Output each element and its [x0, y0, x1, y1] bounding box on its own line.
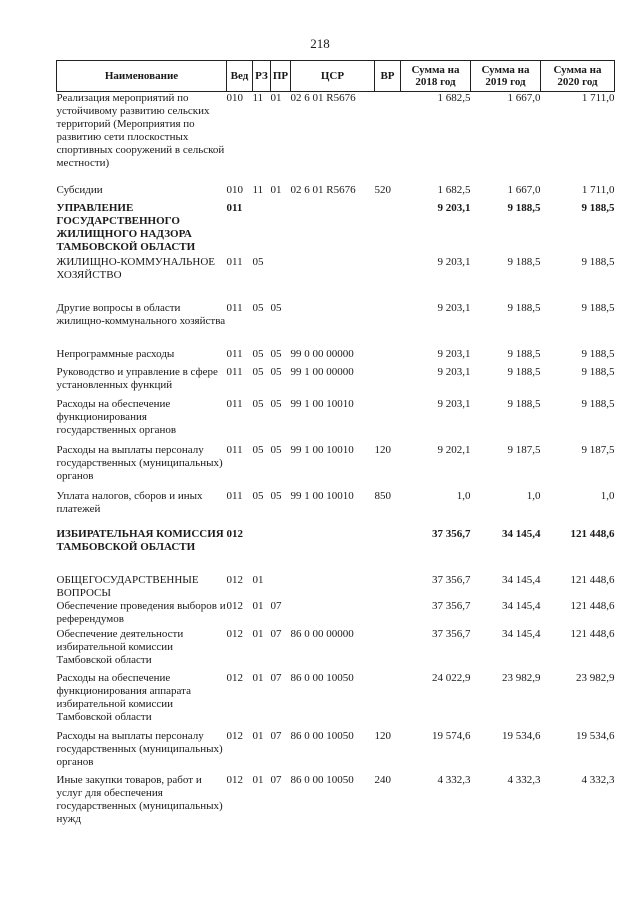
row-csr [291, 600, 375, 628]
row-name: ИЗБИРАТЕЛЬНАЯ КОМИССИЯ ТАМБОВСКОЙ ОБЛАСТИ [56, 527, 224, 553]
row-ved: 012 [226, 573, 243, 586]
row-ved: 011 [226, 201, 243, 214]
row-sum-2019: 9 188,5 [507, 201, 541, 214]
col-header-ved: Вед [227, 61, 253, 92]
row-rz: 05 [252, 397, 264, 410]
row-name: Обеспечение деятельности избирательной комиссии Тамбовской области [56, 627, 184, 666]
row-rz: 01 [252, 627, 264, 640]
row-csr: 99 1 00 10010 [290, 397, 354, 410]
table-row [57, 628, 615, 672]
row-vr: 120 [374, 729, 391, 742]
row-vr [375, 366, 401, 398]
row-vr: 240 [374, 773, 391, 786]
row-pr [271, 256, 291, 302]
row-name: Расходы на выплаты персоналу государственных (муниципальных) органов [56, 729, 223, 768]
row-name: Расходы на обеспечение функционирования государственных органов [56, 397, 177, 436]
table-row [57, 256, 615, 302]
row-vr [375, 628, 401, 672]
row-sum-2019: 34 145,4 [502, 599, 541, 612]
table-row [57, 184, 615, 202]
row-pr [271, 202, 291, 256]
row-ved: 012 [226, 527, 243, 540]
row-rz: 05 [252, 489, 264, 502]
table-row [57, 490, 615, 528]
row-sum-2019: 9 188,5 [507, 301, 541, 314]
row-sum-2020: 121 448,6 [570, 573, 615, 586]
row-sum-2019: 9 188,5 [507, 397, 541, 410]
row-sum-2019: 1 667,0 [507, 183, 541, 196]
col-header-2019: Сумма на 2019 год [471, 61, 541, 92]
row-vr [375, 92, 401, 184]
row-pr: 07 [270, 627, 282, 640]
row-ved: 012 [226, 729, 243, 742]
row-pr: 07 [270, 599, 282, 612]
row-csr: 99 0 00 00000 [290, 347, 354, 360]
row-sum-2018: 37 356,7 [432, 573, 471, 586]
row-name: Руководство и управление в сфере установленных функций [56, 365, 218, 391]
row-vr [375, 202, 401, 256]
row-vr [375, 574, 401, 600]
row-vr [375, 348, 401, 366]
row-sum-2018: 37 356,7 [432, 527, 471, 540]
row-vr [375, 256, 401, 302]
row-pr: 05 [270, 365, 282, 378]
row-sum-2018: 1 682,5 [437, 183, 471, 196]
row-rz: 05 [252, 255, 264, 268]
row-rz: 01 [252, 599, 264, 612]
row-name: Иные закупки товаров, работ и услуг для обеспечения государственных (муниципальных) нужд [56, 773, 223, 825]
table-row [57, 528, 615, 574]
row-ved: 011 [226, 301, 243, 314]
row-sum-2019: 9 187,5 [507, 443, 541, 456]
row-csr: 99 1 00 10010 [290, 489, 354, 502]
row-ved: 012 [226, 671, 243, 684]
table-row [57, 574, 615, 600]
row-sum-2018: 9 203,1 [437, 201, 471, 214]
row-sum-2020: 9 188,5 [581, 397, 615, 410]
row-sum-2018: 19 574,6 [432, 729, 471, 742]
table-row [57, 774, 615, 834]
row-ved: 012 [226, 599, 243, 612]
row-sum-2020: 9 188,5 [581, 201, 615, 214]
row-sum-2020: 4 332,3 [581, 773, 615, 786]
row-rz [253, 202, 271, 256]
row-name: Обеспечение проведения выборов и референдумов [56, 599, 226, 625]
row-sum-2018: 37 356,7 [432, 627, 471, 640]
row-sum-2020: 1,0 [600, 489, 615, 502]
row-sum-2018: 9 203,1 [437, 397, 471, 410]
table-row [57, 444, 615, 490]
row-ved: 011 [226, 255, 243, 268]
row-sum-2020: 1 711,0 [581, 92, 615, 104]
row-vr [375, 528, 401, 574]
row-sum-2018: 24 022,9 [432, 671, 471, 684]
row-sum-2020: 121 448,6 [570, 627, 615, 640]
row-vr: 120 [374, 443, 391, 456]
row-sum-2020: 121 448,6 [570, 599, 615, 612]
budget-table [56, 60, 615, 834]
row-vr [375, 302, 401, 348]
col-header-csr: ЦСР [291, 61, 375, 92]
row-pr: 01 [270, 183, 282, 196]
row-rz: 05 [252, 347, 264, 360]
row-vr: 520 [374, 183, 391, 196]
row-rz: 05 [252, 443, 264, 456]
row-pr: 07 [270, 729, 282, 742]
row-name: Уплата налогов, сборов и иных платежей [56, 489, 203, 515]
row-sum-2020: 23 982,9 [576, 671, 615, 684]
row-rz: 01 [252, 773, 264, 786]
row-rz [253, 528, 271, 574]
row-pr [271, 574, 291, 600]
row-name: Непрограммные расходы [56, 347, 175, 360]
row-rz: 11 [252, 183, 264, 196]
row-sum-2020: 9 188,5 [581, 347, 615, 360]
table-row [57, 202, 615, 256]
row-ved: 011 [226, 397, 243, 410]
row-sum-2019: 34 145,4 [502, 527, 541, 540]
row-csr [291, 574, 375, 600]
row-pr: 05 [270, 443, 282, 456]
row-name: Субсидии [56, 183, 103, 196]
row-ved: 011 [226, 347, 243, 360]
row-ved: 011 [226, 365, 243, 378]
row-sum-2019: 9 188,5 [507, 347, 541, 360]
col-header-2020: Сумма на 2020 год [541, 61, 615, 92]
row-csr: 02 6 01 R5676 [290, 92, 356, 104]
row-csr: 86 0 00 10050 [290, 671, 354, 684]
page-number: 218 [310, 36, 330, 51]
table-row [57, 348, 615, 366]
row-sum-2019: 4 332,3 [507, 773, 541, 786]
row-csr [291, 302, 375, 348]
row-csr: 86 0 00 10050 [290, 729, 354, 742]
row-vr: 850 [374, 489, 391, 502]
row-sum-2020: 19 534,6 [576, 729, 615, 742]
row-sum-2018: 37 356,7 [432, 599, 471, 612]
row-sum-2019: 1,0 [526, 489, 541, 502]
row-sum-2020: 9 188,5 [581, 301, 615, 314]
col-header-2018: Сумма на 2018 год [401, 61, 471, 92]
row-sum-2019: 23 982,9 [502, 671, 541, 684]
row-ved: 011 [226, 489, 243, 502]
table-row [57, 730, 615, 774]
row-rz: 11 [252, 92, 264, 104]
table-row [57, 672, 615, 730]
row-rz: 05 [252, 365, 264, 378]
row-sum-2018: 1 682,5 [437, 92, 471, 104]
table-row [57, 398, 615, 444]
row-pr: 05 [270, 489, 282, 502]
row-pr [271, 528, 291, 574]
row-name: Реализация мероприятий по устойчивому развитию сельских территорий (Мероприятия по развитию сети плоскостных спортивных сооружений в сельской местности) [56, 92, 225, 169]
row-pr: 01 [270, 92, 282, 104]
row-name: ОБЩЕГОСУДАРСТВЕННЫЕ ВОПРОСЫ [56, 573, 199, 599]
table-row [57, 600, 615, 628]
row-rz: 01 [252, 573, 264, 586]
row-sum-2019: 9 188,5 [507, 255, 541, 268]
row-vr [375, 398, 401, 444]
row-csr: 99 1 00 00000 [290, 365, 354, 378]
col-header-vr: ВР [375, 61, 401, 92]
row-sum-2018: 1,0 [456, 489, 471, 502]
row-sum-2020: 1 711,0 [581, 183, 615, 196]
row-ved: 010 [226, 183, 243, 196]
row-name: УПРАВЛЕНИЕ ГОСУДАРСТВЕННОГО ЖИЛИЩНОГО НАДЗОРА ТАМБОВСКОЙ ОБЛАСТИ [56, 201, 196, 253]
row-rz: 01 [252, 729, 264, 742]
row-sum-2019: 1 667,0 [507, 92, 541, 104]
col-header-name: Наименование [57, 61, 227, 92]
col-header-rz: РЗ [253, 61, 271, 92]
row-rz: 01 [252, 671, 264, 684]
row-sum-2018: 9 203,1 [437, 365, 471, 378]
row-csr: 86 0 00 00000 [290, 627, 354, 640]
row-pr: 05 [270, 397, 282, 410]
row-sum-2018: 9 203,1 [437, 347, 471, 360]
row-sum-2020: 121 448,6 [570, 527, 615, 540]
row-pr: 07 [270, 773, 282, 786]
row-sum-2018: 9 203,1 [437, 255, 471, 268]
row-sum-2019: 34 145,4 [502, 573, 541, 586]
row-ved: 012 [226, 627, 243, 640]
row-csr [291, 256, 375, 302]
row-sum-2018: 4 332,3 [437, 773, 471, 786]
col-header-pr: ПР [271, 61, 291, 92]
table-row [57, 92, 615, 184]
row-csr: 86 0 00 10050 [290, 773, 354, 786]
row-ved: 011 [226, 443, 243, 456]
row-sum-2019: 9 188,5 [507, 365, 541, 378]
row-sum-2020: 9 187,5 [581, 443, 615, 456]
row-csr: 02 6 01 R5676 [290, 183, 356, 196]
row-sum-2020: 9 188,5 [581, 255, 615, 268]
row-sum-2018: 9 202,1 [437, 443, 471, 456]
row-ved: 010 [226, 92, 243, 104]
row-pr: 05 [270, 301, 282, 314]
row-vr [375, 672, 401, 730]
row-name: Другие вопросы в области жилищно-коммунального хозяйства [56, 301, 226, 327]
row-sum-2020: 9 188,5 [581, 365, 615, 378]
row-pr: 07 [270, 671, 282, 684]
row-name: Расходы на выплаты персоналу государственных (муниципальных) органов [56, 443, 223, 482]
row-sum-2018: 9 203,1 [437, 301, 471, 314]
row-csr [291, 528, 375, 574]
row-name: Расходы на обеспечение функционирования аппарата избирательной комиссии Тамбовской области [56, 671, 191, 723]
table-row [57, 302, 615, 348]
row-vr [375, 600, 401, 628]
table-header-row [57, 61, 615, 92]
row-ved: 012 [226, 773, 243, 786]
row-name: ЖИЛИЩНО-КОММУНАЛЬНОЕ ХОЗЯЙСТВО [56, 255, 215, 281]
row-sum-2019: 34 145,4 [502, 627, 541, 640]
table-row [57, 366, 615, 398]
row-rz: 05 [252, 301, 264, 314]
row-csr [291, 202, 375, 256]
row-pr: 05 [270, 347, 282, 360]
row-sum-2019: 19 534,6 [502, 729, 541, 742]
row-csr: 99 1 00 10010 [290, 443, 354, 456]
